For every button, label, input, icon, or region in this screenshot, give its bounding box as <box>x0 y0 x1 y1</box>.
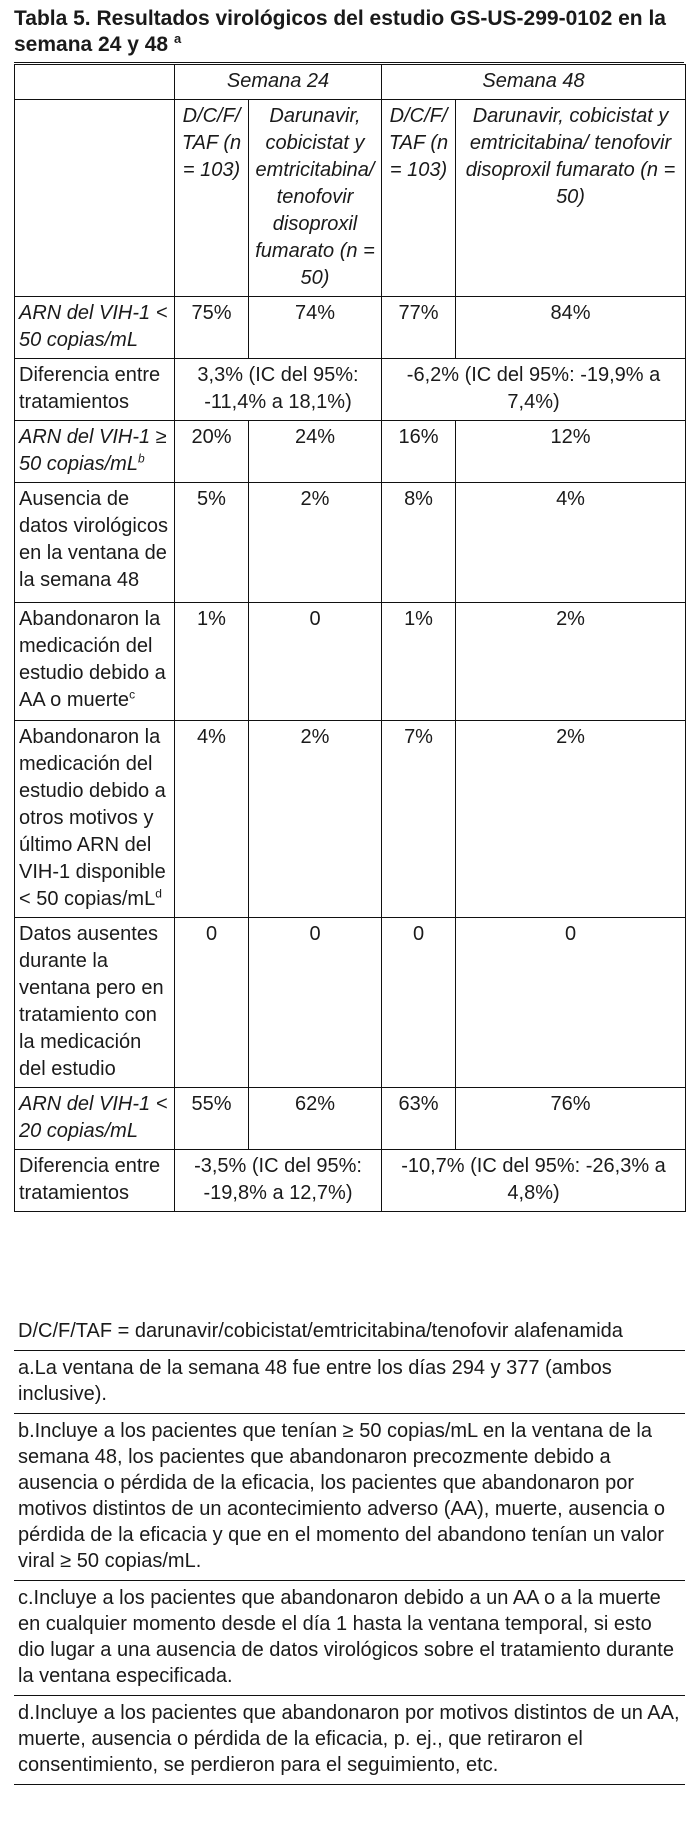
value-cell: 24% <box>249 421 382 483</box>
title-footnote-marker: a <box>173 31 182 46</box>
footnote-marker: c <box>129 687 136 702</box>
footnotes <box>14 1318 685 1785</box>
table-row <box>15 483 686 603</box>
header-empty-cell <box>15 65 175 100</box>
row-label: Diferencia entre tratamientos <box>15 359 175 421</box>
value-cell: 2% <box>249 483 382 603</box>
row-label: ARN del VIH-1 < 20 copias/mL <box>15 1088 175 1150</box>
title-rule <box>14 62 684 63</box>
row-label <box>15 421 175 483</box>
value-cell: 8% <box>382 483 456 603</box>
value-cell: 0 <box>175 918 249 1088</box>
value-cell: 0 <box>456 918 686 1088</box>
difference-cell-w48: -6,2% (IC del 95%: -19,9% a 7,4%) <box>382 359 686 421</box>
table-row <box>15 297 686 359</box>
difference-cell-w24: -3,5% (IC del 95%: -19,8% a 12,7%) <box>175 1150 382 1212</box>
footnote-marker: b <box>137 451 145 466</box>
table-header-arms <box>15 100 686 297</box>
header-week-24: Semana 24 <box>175 65 382 100</box>
value-cell: 84% <box>456 297 686 359</box>
value-cell: 0 <box>249 603 382 721</box>
row-label-text: ARN del VIH-1 ≥ 50 copias/mL <box>19 426 167 475</box>
value-cell: 77% <box>382 297 456 359</box>
value-cell: 7% <box>382 721 456 918</box>
footnote-marker: d <box>155 886 162 901</box>
virology-results-table <box>14 64 686 1212</box>
value-cell: 4% <box>456 483 686 603</box>
row-label-text: Abandonaron la medicación del estudio debido a AA o muerte <box>19 608 166 711</box>
value-cell: 63% <box>382 1088 456 1150</box>
table-row <box>15 918 686 1088</box>
value-cell: 2% <box>249 721 382 918</box>
header-darunavir-w24: Darunavir, cobicistat y emtricitabina/ tenofovir disoproxil fumarato (n = 50) <box>249 100 382 297</box>
table-title-text: Tabla 5. Resultados virológicos del estudio GS-US-299-0102 en la semana 24 y 48 <box>14 7 666 56</box>
header-empty-cell <box>15 100 175 297</box>
table-row <box>15 421 686 483</box>
row-label: ARN del VIH-1 < 50 copias/mL <box>15 297 175 359</box>
value-cell: 62% <box>249 1088 382 1150</box>
value-cell: 74% <box>249 297 382 359</box>
value-cell: 1% <box>175 603 249 721</box>
value-cell: 2% <box>456 603 686 721</box>
row-label: Diferencia entre tratamientos <box>15 1150 175 1212</box>
value-cell: 12% <box>456 421 686 483</box>
header-dcftaf-w24: D/C/F/ TAF (n = 103) <box>175 100 249 297</box>
value-cell: 55% <box>175 1088 249 1150</box>
row-label: Ausencia de datos virológicos en la ventana de la semana 48 <box>15 483 175 603</box>
value-cell: 20% <box>175 421 249 483</box>
header-dcftaf-w48: D/C/F/ TAF (n = 103) <box>382 100 456 297</box>
footnote-abbreviations: D/C/F/TAF = darunavir/cobicistat/emtricitabina/tenofovir alafenamida <box>14 1318 685 1351</box>
table-title <box>14 6 684 58</box>
value-cell: 1% <box>382 603 456 721</box>
table-row <box>15 603 686 721</box>
value-cell: 0 <box>249 918 382 1088</box>
footnote-a: a.La ventana de la semana 48 fue entre los días 294 y 377 (ambos inclusive). <box>14 1351 685 1414</box>
row-label <box>15 603 175 721</box>
value-cell: 5% <box>175 483 249 603</box>
table-row <box>15 1150 686 1212</box>
header-week-48: Semana 48 <box>382 65 686 100</box>
table-row <box>15 359 686 421</box>
value-cell: 16% <box>382 421 456 483</box>
footnote-b: b.Incluye a los pacientes que tenían ≥ 50 copias/mL en la ventana de la semana 48, los pacientes que abandonaron precozmente debido a ausencia o pérdida de la eficacia, los pacientes que abandonaron por motivos distintos de un acontecimiento adverso (AA), muerte, ausencia o pérdida de la eficacia y que en el momento del abandono tenían un valor viral ≥ 50 copias/mL. <box>14 1414 685 1581</box>
value-cell: 0 <box>382 918 456 1088</box>
footnote-d: d.Incluye a los pacientes que abandonaron por motivos distintos de un AA, muerte, ausencia o pérdida de la eficacia, p. ej., que retiraron el consentimiento, se perdieron para el seguimiento, etc. <box>14 1696 685 1785</box>
row-label <box>15 721 175 918</box>
value-cell: 2% <box>456 721 686 918</box>
difference-cell-w24: 3,3% (IC del 95%: -11,4% a 18,1%) <box>175 359 382 421</box>
difference-cell-w48: -10,7% (IC del 95%: -26,3% a 4,8%) <box>382 1150 686 1212</box>
value-cell: 4% <box>175 721 249 918</box>
table-header-weeks <box>15 65 686 100</box>
row-label: Datos ausentes durante la ventana pero en tratamiento con la medicación del estudio <box>15 918 175 1088</box>
header-darunavir-w48: Darunavir, cobicistat y emtricitabina/ tenofovir disoproxil fumarato (n = 50) <box>456 100 686 297</box>
row-label-text: Abandonaron la medicación del estudio debido a otros motivos y último ARN del VIH-1 disponible < 50 copias/mL <box>19 726 166 910</box>
table-row <box>15 1088 686 1150</box>
value-cell: 76% <box>456 1088 686 1150</box>
footnote-c: c.Incluye a los pacientes que abandonaron debido a un AA o a la muerte en cualquier momento desde el día 1 hasta la ventana temporal, si esto dio lugar a una ausencia de datos virológicos sobre el tratamiento durante la ventana especificada. <box>14 1581 685 1696</box>
table-row <box>15 721 686 918</box>
value-cell: 75% <box>175 297 249 359</box>
